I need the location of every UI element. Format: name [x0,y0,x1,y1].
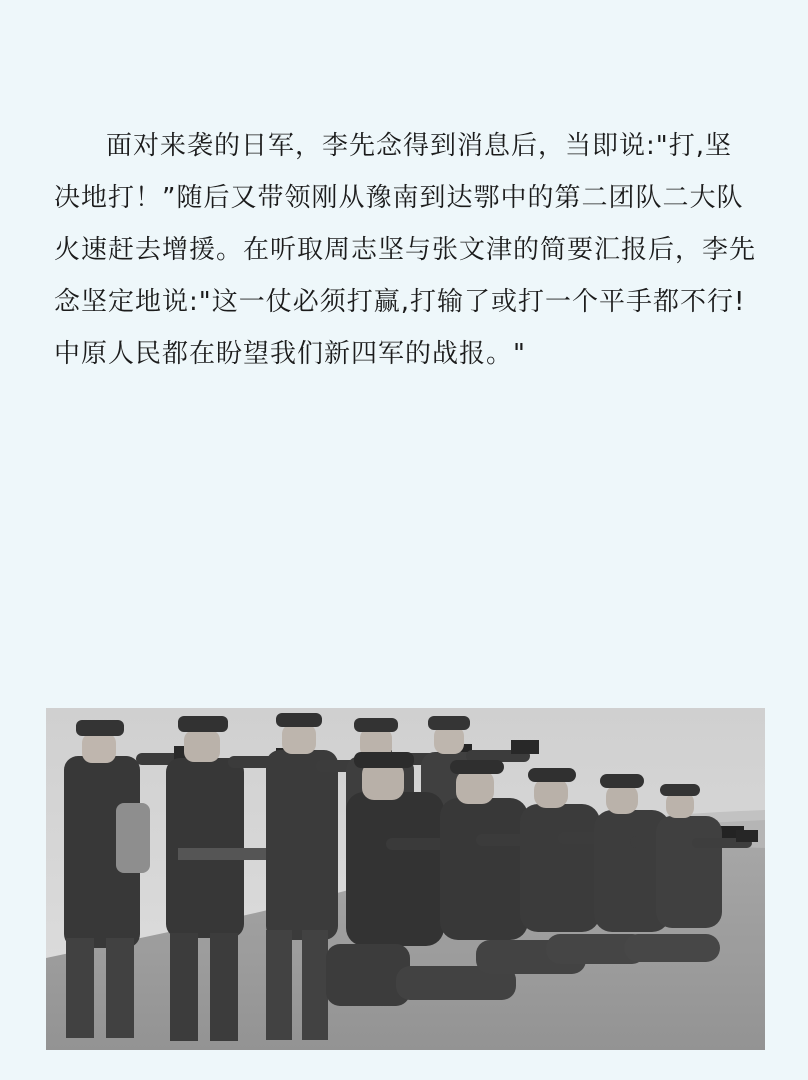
soldiers-photo-illustration [46,708,765,1050]
photo-grain [46,708,765,1050]
article-text [54,120,758,380]
article-paragraph: 面对来袭的日军，李先念得到消息后，当即说:"打,坚决地打！”随后又带领刚从豫南到达鄂中的第二团队二大队火速赶去增援。在听取周志坚与张文津的简要汇报后，李先念坚定地说:"这一仗必须打赢,打输了或打一个平手都不行!中原人民都在盼望我们新四军的战报。" [54,131,757,369]
historical-photo [46,708,765,1050]
